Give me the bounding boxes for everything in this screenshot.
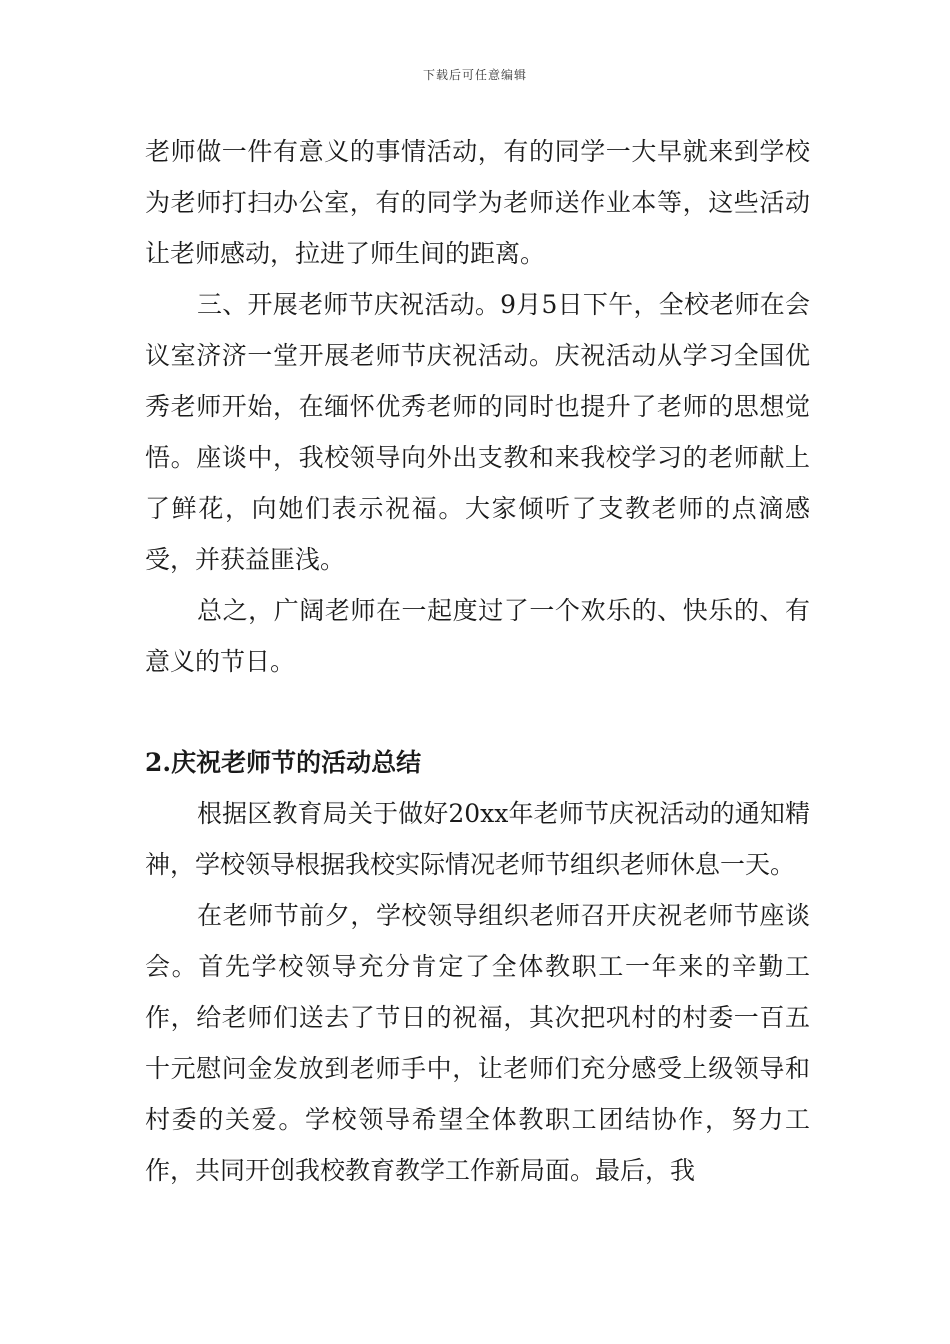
paragraph-3: 总之，广阔老师在一起度过了一个欢乐的、快乐的、有意义的节日。: [145, 596, 810, 676]
paragraph-1: 老师做一件有意义的事情活动，有的同学一大早就来到学校为老师打扫办公室，有的同学为老师送作业本等，这些活动让老师感动，拉进了师生间的距离。: [145, 137, 810, 268]
section-title: 2.庆祝老师节的活动总结: [145, 748, 422, 777]
page-header-note: 下载后可任意编辑: [422, 68, 527, 82]
paragraph-4: 根据区教育局关于做好20xx年老师节庆祝活动的通知精神，学校领导根据我校实际情况老师节组织老师休息一天。: [145, 799, 810, 879]
paragraph-5: 在老师节前夕，学校领导组织老师召开庆祝老师节座谈会。首先学校领导充分肯定了全体教职工一年来的辛勤工作，给老师们送去了节日的祝福，其次把巩村的村委一百五十元慰问金发放到老师手中，让老师们充分感受上级领导和村委的关爱。学校领导希望全体教职工团结协作，努力工作，共同开创我校教育教学工作新局面。最后，我: [145, 901, 810, 1185]
paragraph-2: 三、开展老师节庆祝活动。9月5日下午，全校老师在会议室济济一堂开展老师节庆祝活动。庆祝活动从学习全国优秀老师开始，在缅怀优秀老师的同时也提升了老师的思想觉悟。座谈中，我校领导向外出支教和来我校学习的老师献上了鲜花，向她们表示祝福。大家倾听了支教老师的点滴感受，并获益匪浅。: [145, 290, 810, 574]
document-body: [145, 126, 810, 1196]
